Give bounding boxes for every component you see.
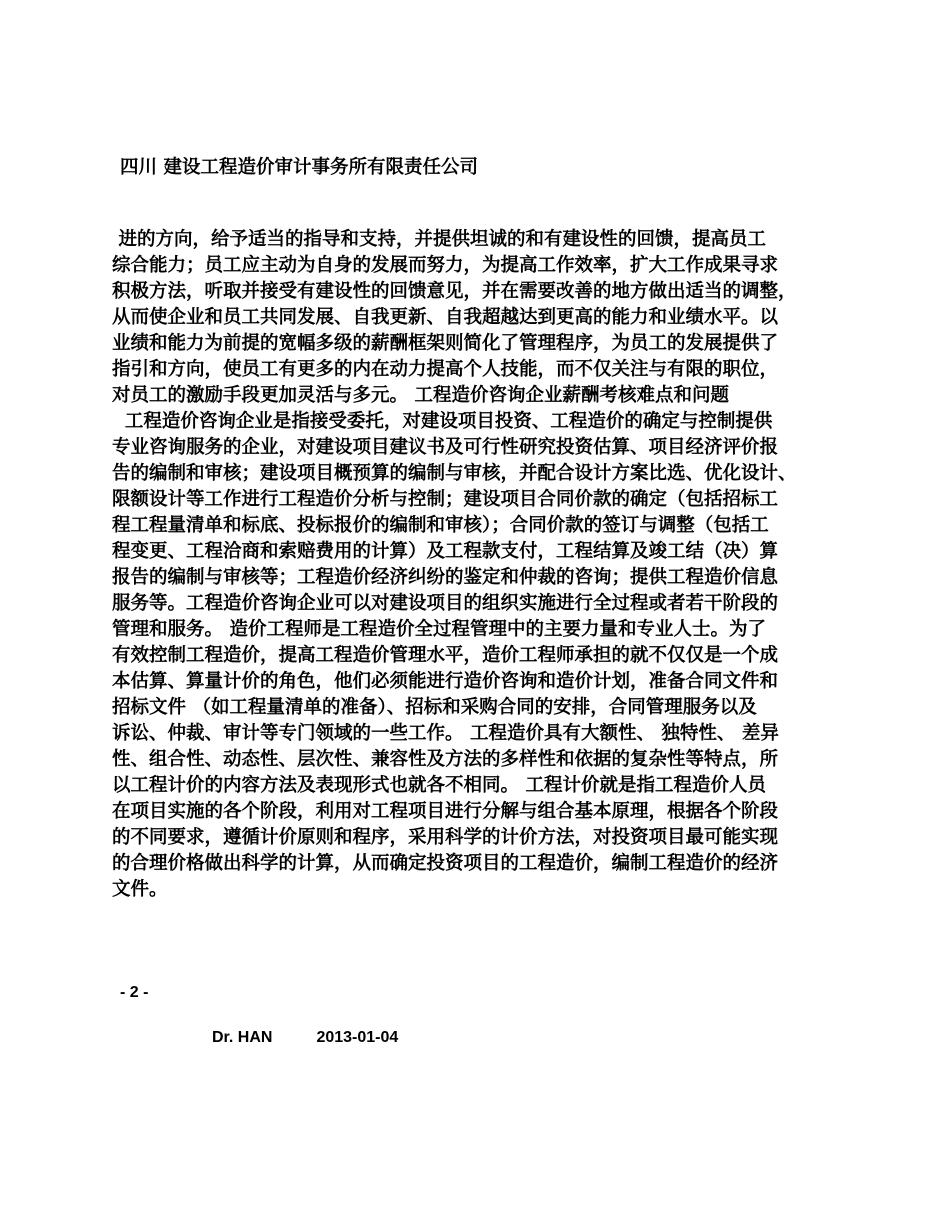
body-line: 告的编制和审核；建设项目概预算的编制与审核，并配合设计方案比选、优化设计、 <box>112 463 797 484</box>
company-header: 四川 建设工程造价审计事务所有限责任公司 <box>120 157 478 178</box>
body-line: 限额设计等工作进行工程造价分析与控制；建设项目合同价款的确定（包括招标工 <box>112 489 779 510</box>
body-line: 积极方法，听取并接受有建设性的回馈意见，并在需要改善的地方做出适当的调整， <box>112 281 797 302</box>
body-line: 工程造价咨询企业是指接受委托，对建设项目投资、工程造价的确定与控制提供 <box>112 411 773 432</box>
body-line: 的不同要求，遵循计价原则和程序，采用科学的计价方法，对投资项目最可能实现 <box>112 827 779 848</box>
body-line: 指引和方向，使员工有更多的内在动力提高个人技能，而不仅关注与有限的职位， <box>112 359 779 380</box>
body-line: 管理和服务。 造价工程师是工程造价全过程管理中的主要力量和专业人士。为了 <box>112 619 766 640</box>
body-line: 在项目实施的各个阶段，利用对工程项目进行分解与组合基本原理，根据各个阶段 <box>112 801 779 822</box>
body-line: 服务等。工程造价咨询企业可以对建设项目的组织实施进行全过程或者若干阶段的 <box>112 593 779 614</box>
body-line: 程变更、工程洽商和索赔费用的计算）及工程款支付，工程结算及竣工结（决）算 <box>112 541 779 562</box>
body-line: 文件。 <box>112 879 168 900</box>
body-line: 从而使企业和员工共同发展、自我更新、自我超越达到更高的能力和业绩水平。以 <box>112 307 779 328</box>
footer-date: 2013-01-04 <box>316 1029 399 1046</box>
body-line: 专业咨询服务的企业，对建设项目建议书及可行性研究投资估算、项目经济评价报 <box>112 437 779 458</box>
body-line: 进的方向，给予适当的指导和支持，并提供坦诚的和有建设性的回馈，提高员工 <box>112 229 766 250</box>
body-line: 对员工的激励手段更加灵活与多元。 工程造价咨询企业薪酬考核难点和问题 <box>112 385 729 406</box>
body-line: 报告的编制与审核等；工程造价经济纠纷的鉴定和仲裁的咨询；提供工程造价信息 <box>112 567 779 588</box>
footer <box>212 1025 398 1051</box>
body-text <box>112 227 852 903</box>
body-line: 的合理价格做出科学的计算，从而确定投资项目的工程造价，编制工程造价的经济 <box>112 853 779 874</box>
body-line: 本估算、算量计价的角色，他们必须能进行造价咨询和造价计划，准备合同文件和 <box>112 671 779 692</box>
body-line: 招标文件 （如工程量清单的准备）、招标和采购合同的安排，合同管理服务以及 <box>112 697 757 718</box>
body-line: 诉讼、仲裁、审计等专门领域的一些工作。 工程造价具有大额性、 独特性、 差异 <box>112 723 779 744</box>
body-line: 业绩和能力为前提的宽幅多级的薪酬框架则简化了管理程序，为员工的发展提供了 <box>112 333 779 354</box>
body-line: 以工程计价的内容方法及表现形式也就各不相同。 工程计价就是指工程造价人员 <box>112 775 766 796</box>
page-number: - 2 - <box>120 984 149 1001</box>
footer-author: Dr. HAN <box>212 1029 273 1046</box>
body-line: 性、组合性、动态性、层次性、兼容性及方法的多样性和依据的复杂性等特点，所 <box>112 749 779 770</box>
body-line: 综合能力；员工应主动为自身的发展而努力，为提高工作效率，扩大工作成果寻求 <box>112 255 779 276</box>
body-line: 有效控制工程造价，提高工程造价管理水平，造价工程师承担的就不仅仅是一个成 <box>112 645 779 666</box>
body-line: 程工程量清单和标底、投标报价的编制和审核）；合同价款的签订与调整（包括工 <box>112 515 769 536</box>
